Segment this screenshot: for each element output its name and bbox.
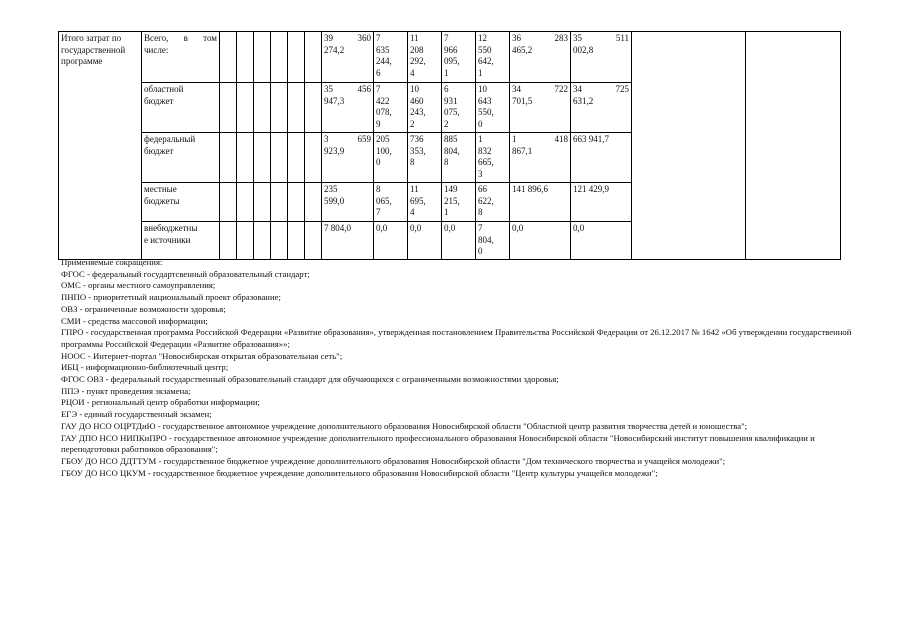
empty-cell [237,32,254,83]
abbreviation-item: ППЭ - пункт проведения экзамена; [61,385,191,396]
year-value-cell: 885 804, 8 [442,133,476,183]
program-label-cell: Итого затрат по государственной программе [59,32,142,260]
empty-cell [237,183,254,222]
empty-cell [237,222,254,260]
table-body [59,32,841,260]
total-cell: 39 360 274,2 [322,32,374,83]
year-value-cell: 7 804, 0 [476,222,510,260]
year-value-cell: 141 896,6 [510,183,571,222]
funding-source-cell: местные бюджеты [142,183,220,222]
abbreviation-item: ОВЗ - ограниченные возможности здоровья; [61,303,226,314]
abbreviation-item: ЕГЭ - единый государственный экзамен; [61,409,212,420]
empty-cell [271,222,288,260]
empty-cell [271,133,288,183]
abbreviation-item: ФГОС ОВЗ - федеральный государственный образовательный стандарт для обучающихся с ограниченными возможностями здоровья; [61,374,559,385]
empty-cell [237,83,254,133]
empty-cell [288,83,305,133]
empty-cell [632,32,746,260]
year-value-cell: 0,0 [571,222,632,260]
abbreviation-item: ОМС - органы местного самоуправления; [61,280,216,291]
funding-source-cell: внебюджетны е источники [142,222,220,260]
abbreviations-heading: Применяемые сокращения: [61,257,163,267]
year-value-cell: 10 643 550, 0 [476,83,510,133]
empty-cell [305,183,322,222]
year-value-cell: 0,0 [408,222,442,260]
total-cell: 3 659 923,9 [322,133,374,183]
empty-cell [305,222,322,260]
abbreviation-item: РЦОИ - региональный центр обработки информации; [61,397,260,408]
abbreviation-item: СМИ - средства массовой информации; [61,315,208,326]
empty-cell [220,133,237,183]
abbreviation-item: ИБЦ - информационно-библиотечный центр; [61,362,229,373]
year-value-cell: 7 966 095, 1 [442,32,476,83]
funding-source-cell: федеральный бюджет [142,133,220,183]
year-value-cell: 663 941,7 [571,133,632,183]
abbreviation-item: ГБОУ ДО НСО ЦКУМ - государственное бюджетное учреждение дополнительного образования Новосибирской области "Центр культуры учащейся молодежи"; [61,467,658,478]
abbreviation-item: ГБОУ ДО НСО ДДТТУМ - государственное бюджетное учреждение дополнительного образования Новосибирской области "Дом технического творчества и учащейся молодежи"; [61,455,726,466]
empty-cell [271,32,288,83]
abbreviation-item: ПНПО - приоритетный национальный проект образование; [61,292,281,303]
year-value-cell: 0,0 [510,222,571,260]
funding-source-cell: Всего, в том числе: [142,32,220,83]
year-value-cell: 0,0 [374,222,408,260]
year-value-cell: 11 695, 4 [408,183,442,222]
empty-cell [746,32,841,260]
year-value-cell: 34 725 631,2 [571,83,632,133]
empty-cell [271,83,288,133]
year-value-cell: 1 418 867,1 [510,133,571,183]
year-value-cell: 736 353, 8 [408,133,442,183]
empty-cell [220,32,237,83]
empty-cell [305,133,322,183]
year-value-cell: 8 065, 7 [374,183,408,222]
empty-cell [254,32,271,83]
year-value-cell: 35 511 002,8 [571,32,632,83]
abbreviation-item: ГПРО - государственная программа Российской Федерации «Развитие образования», утвержденная постановлением Правительства Российской Федерации от 26.12.2017 № 1642 «Об утверждении государственной программы Российской Федерации «Развитие образования»»; [61,327,852,349]
total-cell: 35 456 947,3 [322,83,374,133]
empty-cell [288,222,305,260]
empty-cell [220,222,237,260]
table-row [59,32,841,83]
abbreviation-item: ГАУ ДО НСО ОЦРТДиЮ - государственное автономное учреждение дополнительного образования Новосибирской области "Областной центр развития творчества детей и юношества"; [61,420,748,431]
year-value-cell: 12 550 642, 1 [476,32,510,83]
funding-source-cell: областной бюджет [142,83,220,133]
empty-cell [254,133,271,183]
empty-cell [271,183,288,222]
empty-cell [288,133,305,183]
year-value-cell: 205 100, 0 [374,133,408,183]
empty-cell [237,133,254,183]
year-value-cell: 36 283 465,2 [510,32,571,83]
empty-cell [220,183,237,222]
year-value-cell: 149 215, 1 [442,183,476,222]
year-value-cell: 7 422 078, 9 [374,83,408,133]
abbreviations-section [61,257,861,479]
year-value-cell: 66 622, 8 [476,183,510,222]
year-value-cell: 10 460 243, 2 [408,83,442,133]
year-value-cell: 7 635 244, 6 [374,32,408,83]
program-cost-table [58,31,841,260]
empty-cell [305,32,322,83]
abbreviation-item: ГАУ ДПО НСО НИПКиПРО - государственное автономное учреждение дополнительного профессионального образования Новосибирской области "Новосибирский институт повышения квалификации и переподготовки работников образования"; [61,432,815,455]
empty-cell [254,83,271,133]
empty-cell [220,83,237,133]
year-value-cell: 6 931 075, 2 [442,83,476,133]
empty-cell [288,32,305,83]
abbreviation-item: ФГОС - федеральный государтсвенный образовательный стандарт; [61,268,310,279]
empty-cell [288,183,305,222]
total-cell: 235 599,0 [322,183,374,222]
year-value-cell: 34 722 701,5 [510,83,571,133]
year-value-cell: 0,0 [442,222,476,260]
empty-cell [305,83,322,133]
total-cell: 7 804,0 [322,222,374,260]
abbreviation-item: НООС - Интернет-портал "Новосибирская открытая образовательная сеть"; [61,350,343,361]
year-value-cell: 11 208 292, 4 [408,32,442,83]
year-value-cell: 1 832 665, 3 [476,133,510,183]
year-value-cell: 121 429,9 [571,183,632,222]
empty-cell [254,183,271,222]
empty-cell [254,222,271,260]
